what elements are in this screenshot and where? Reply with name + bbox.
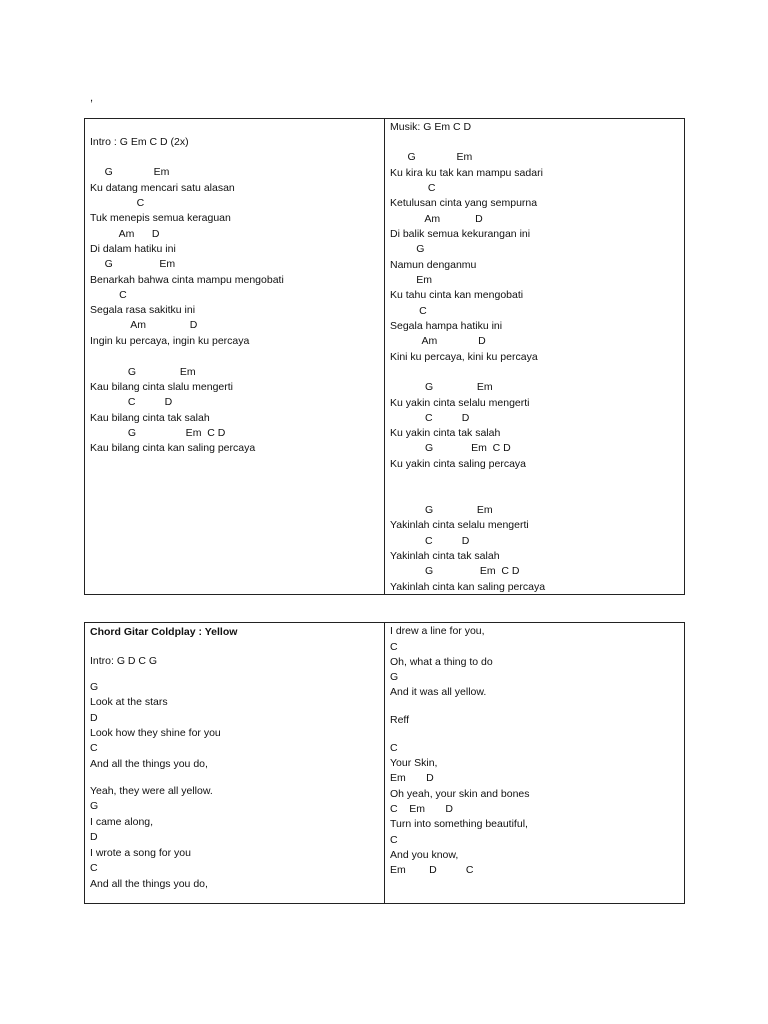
chord-line: C bbox=[390, 834, 398, 846]
lyrics-table-1 bbox=[84, 118, 685, 595]
lyric-line: Turn into something beautiful, bbox=[390, 818, 528, 830]
chord-line: Am D bbox=[390, 213, 483, 225]
table1-right-cell bbox=[385, 119, 684, 594]
lyric-line: Kau bilang cinta kan saling percaya bbox=[90, 442, 256, 454]
chord-line: Em D C bbox=[390, 864, 474, 876]
lyric-line: Kau bilang cinta tak salah bbox=[90, 412, 210, 424]
lyric-line: And all the things you do, bbox=[90, 758, 208, 770]
table2-right-column bbox=[390, 623, 684, 903]
chord-line: G Em C D bbox=[390, 442, 511, 454]
lyric-line: Segala hampa hatiku ini bbox=[390, 320, 503, 332]
chord-line: C bbox=[390, 641, 398, 653]
chord-line: G Em bbox=[390, 151, 473, 163]
lyric-line: I came along, bbox=[90, 816, 154, 828]
lyric-line: Ku yakin cinta saling percaya bbox=[390, 458, 526, 470]
lyric-line: Di balik semua kekurangan ini bbox=[390, 228, 531, 240]
chord-line: G bbox=[90, 681, 99, 693]
lyric-line: Oh yeah, your skin and bones bbox=[390, 788, 530, 800]
lyric-line: Tuk menepis semua keraguan bbox=[90, 212, 231, 224]
lyric-line: I wrote a song for you bbox=[90, 847, 191, 859]
lyric-line: Yakinlah cinta kan saling percaya bbox=[390, 581, 546, 593]
lyric-line: Kini ku percaya, kini ku percaya bbox=[390, 351, 538, 363]
lyric-line: Ku tahu cinta kan mengobati bbox=[390, 289, 524, 301]
chord-line: D bbox=[90, 712, 98, 724]
chord-line: Am D bbox=[90, 228, 160, 240]
chord-line: C bbox=[390, 305, 427, 317]
lyric-line: Ingin ku percaya, ingin ku percaya bbox=[90, 335, 250, 347]
stray-comma-mark: , bbox=[90, 92, 94, 104]
lyric-line: Musik: G Em C D bbox=[390, 121, 472, 133]
lyric-line: I drew a line for you, bbox=[390, 625, 485, 637]
lyric-line: Ketulusan cinta yang sempurna bbox=[390, 197, 538, 209]
lyric-line: And you know, bbox=[390, 849, 459, 861]
chord-line: G Em bbox=[390, 381, 493, 393]
chord-line: C Em D bbox=[390, 803, 454, 815]
table2-right-cell bbox=[385, 623, 684, 903]
lyric-line: Chord Gitar Coldplay : Yellow bbox=[90, 626, 238, 638]
chord-line: C D bbox=[390, 535, 470, 547]
lyric-line: Namun denganmu bbox=[390, 259, 477, 271]
chord-line: G Em bbox=[390, 504, 493, 516]
lyric-line: Di dalam hatiku ini bbox=[90, 243, 176, 255]
chord-line: C bbox=[90, 742, 98, 754]
lyric-line: Segala rasa sakitku ini bbox=[90, 304, 196, 316]
table1-right-column bbox=[390, 119, 684, 594]
lyric-line: Yakinlah cinta selalu mengerti bbox=[390, 519, 529, 531]
lyric-line: And all the things you do, bbox=[90, 878, 208, 890]
chord-line: D bbox=[90, 831, 98, 843]
chord-line: C bbox=[390, 182, 436, 194]
chord-line: C D bbox=[390, 412, 470, 424]
lyric-line: Yakinlah cinta tak salah bbox=[390, 550, 500, 562]
table2-left-cell bbox=[85, 623, 385, 903]
lyric-line: Ku yakin cinta tak salah bbox=[390, 427, 501, 439]
lyric-line: Ku datang mencari satu alasan bbox=[90, 182, 235, 194]
chord-line: G bbox=[90, 800, 99, 812]
lyric-line: Intro: G D C G bbox=[90, 655, 158, 667]
lyric-line: Ku yakin cinta selalu mengerti bbox=[390, 397, 530, 409]
lyric-line: Intro : G Em C D (2x) bbox=[90, 136, 189, 148]
lyric-line: Your Skin, bbox=[390, 757, 438, 769]
lyric-line: Benarkah bahwa cinta mampu mengobati bbox=[90, 274, 284, 286]
table1-left-column bbox=[90, 119, 384, 594]
table1-left-cell bbox=[85, 119, 385, 594]
lyric-line: Oh, what a thing to do bbox=[390, 656, 493, 668]
chord-line: Am D bbox=[90, 319, 198, 331]
lyric-line: Look how they shine for you bbox=[90, 727, 221, 739]
chord-line: C bbox=[390, 742, 398, 754]
chord-line: G Em C D bbox=[90, 427, 226, 439]
chord-line: C bbox=[90, 862, 98, 874]
chord-line: C bbox=[90, 289, 127, 301]
lyrics-table-2 bbox=[84, 622, 685, 904]
chord-line: G bbox=[390, 671, 399, 683]
chord-line: Am D bbox=[390, 335, 486, 347]
chord-line: C bbox=[90, 197, 145, 209]
chord-line: G Em C D bbox=[390, 565, 520, 577]
chord-line: C D bbox=[90, 396, 173, 408]
lyric-line: Yeah, they were all yellow. bbox=[90, 785, 213, 797]
lyric-line: Reff bbox=[390, 714, 410, 726]
chord-line: G bbox=[390, 243, 425, 255]
lyric-line: And it was all yellow. bbox=[390, 686, 487, 698]
lyric-line: Ku kira ku tak kan mampu sadari bbox=[390, 167, 543, 179]
chord-line: G Em bbox=[90, 366, 196, 378]
table2-left-column bbox=[90, 623, 384, 903]
lyric-line: Look at the stars bbox=[90, 696, 168, 708]
chord-line: G Em bbox=[90, 166, 170, 178]
lyric-line: Kau bilang cinta slalu mengerti bbox=[90, 381, 234, 393]
chord-line: Em bbox=[390, 274, 433, 286]
chord-line: Em D bbox=[390, 772, 434, 784]
chord-line: G Em bbox=[90, 258, 176, 270]
